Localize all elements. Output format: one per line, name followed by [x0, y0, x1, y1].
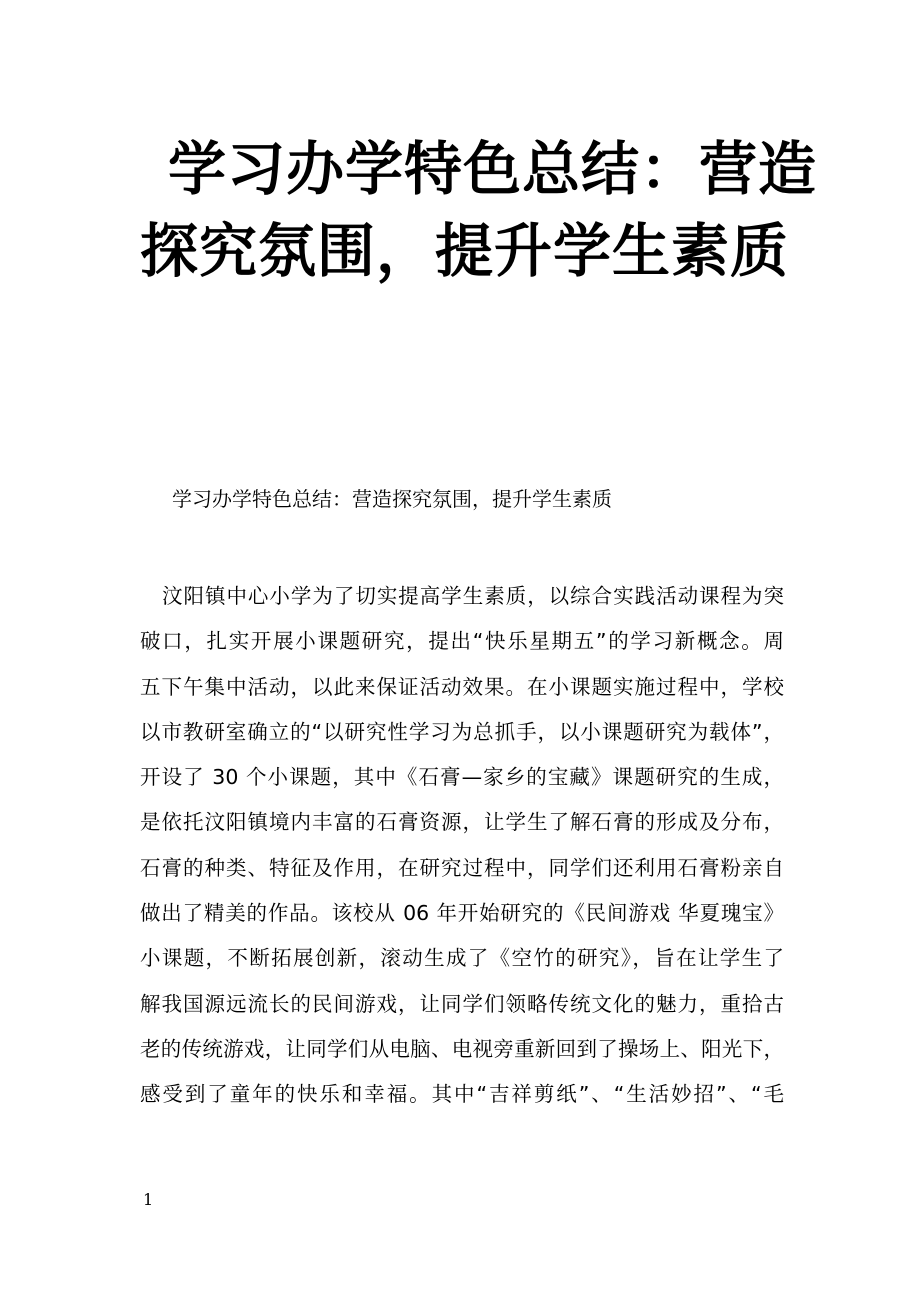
body-line: 感受到了童年的快乐和幸福。其中“吉祥剪纸”、“生活妙招”、“毛: [140, 1082, 784, 1107]
body-line: 做出了精美的作品。该校从 06 年开始研究的《民间游戏 华夏瑰宝》: [140, 901, 784, 926]
document-subtitle: 学习办学特色总结：营造探究氛围，提升学生素质: [172, 487, 612, 511]
body-paragraph: [140, 574, 784, 1118]
page-number: 1: [143, 1190, 154, 1209]
body-line: 五下午集中活动，以此来保证活动效果。在小课题实施过程中，学校: [140, 674, 784, 699]
body-line: 以市教研室确立的“以研究性学习为总抓手，以小课题研究为载体”，: [140, 719, 784, 744]
body-line: 是依托汶阳镇境内丰富的石膏资源，让学生了解石膏的形成及分布，: [140, 810, 784, 835]
body-line: 破口，扎实开展小课题研究，提出“快乐星期五”的学习新概念。周: [140, 629, 784, 654]
body-line: 解我国源远流长的民间游戏，让同学们领略传统文化的魅力，重拾古: [140, 991, 784, 1016]
body-line: 小课题，不断拓展创新，滚动生成了《空竹的研究》，旨在让学生了: [140, 946, 784, 971]
document-title: [140, 128, 818, 292]
body-line: 开设了 30 个小课题，其中《石膏—家乡的宝藏》课题研究的生成，: [140, 765, 784, 790]
title-line-1: 学习办学特色总结：营造: [168, 135, 818, 203]
body-line: 汶阳镇中心小学为了切实提高学生素质，以综合实践活动课程为突: [162, 584, 784, 608]
body-line: 石膏的种类、特征及作用，在研究过程中，同学们还利用石膏粉亲自: [140, 855, 784, 880]
title-line-2: 探究氛围，提升学生素质: [140, 217, 790, 285]
body-line: 老的传统游戏，让同学们从电脑、电视旁重新回到了操场上、阳光下，: [140, 1036, 784, 1061]
